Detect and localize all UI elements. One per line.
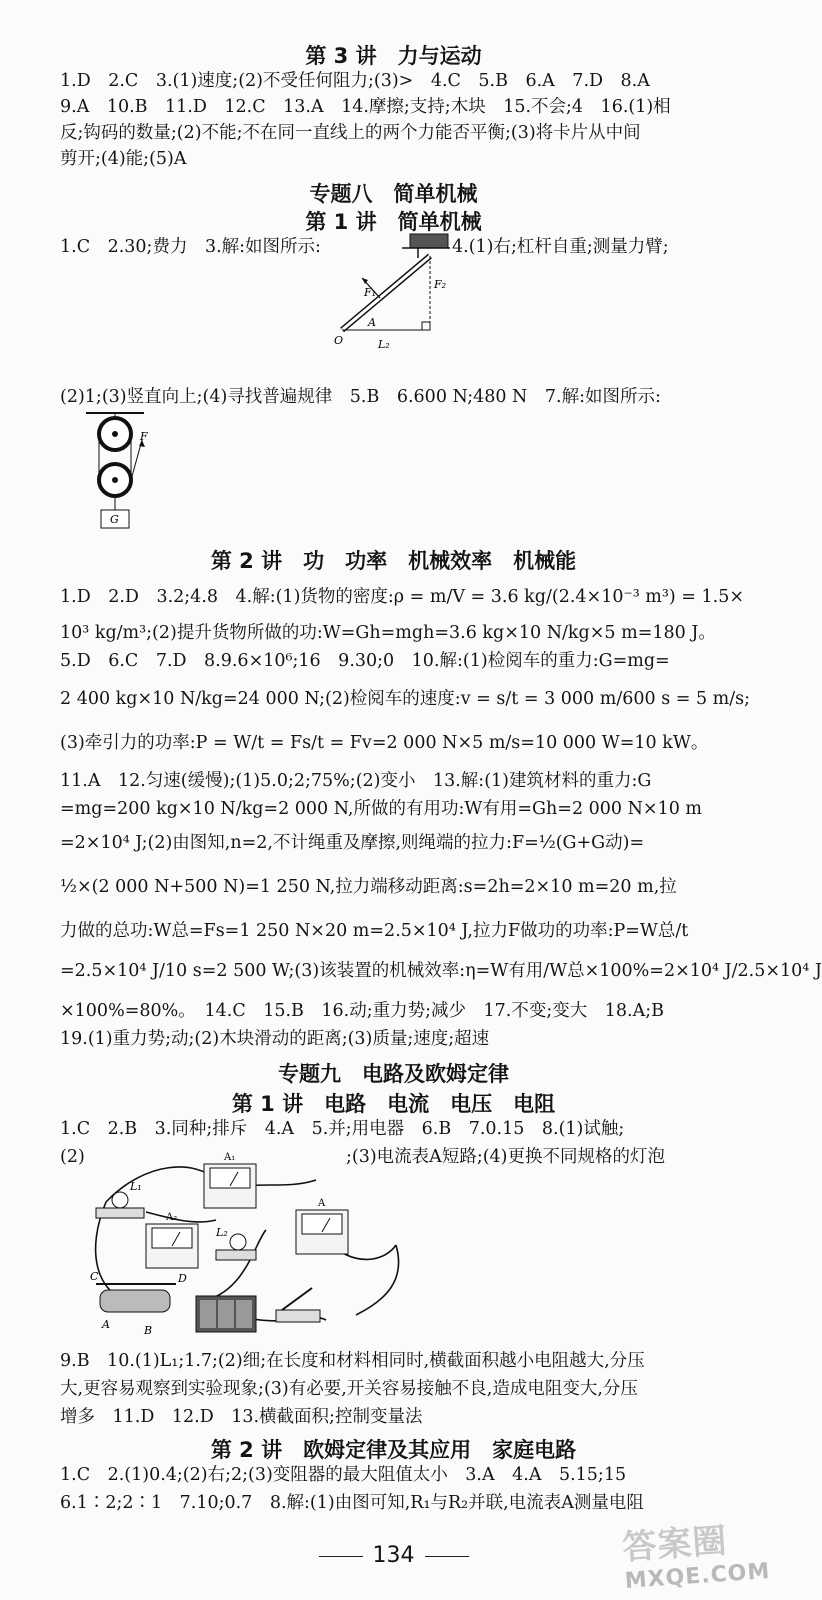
pulley-diagram [84,410,164,535]
answer-line: 5.D 6.C 7.D 8.9.6×10⁶;16 9.30;0 10.解:(1)检阅车的重力:G=mg= [60,651,670,671]
answer-line: 1.C 2.30;费力 3.解:如图所示: [60,237,321,257]
answer-line: 1.C 2.B 3.同种;排斥 4.A 5.并;用电器 6.B 7.0.15 8.(1)试触; [60,1119,625,1139]
answer-line: =mg=200 kg×10 N/kg=2 000 N,所做的有用功:W有用=Gh=2 000 N×10 m [60,799,703,819]
answer-line: 6.1∶2;2∶1 7.10;0.7 8.解:(1)由图可知,R₁与R₂并联,电流表A测量电阻 [60,1493,644,1513]
answer-line: 力做的总功:W总=Fs=1 250 N×20 m=2.5×10⁴ J,拉力F做功的功率:P=W总/t [60,921,689,941]
watermark-top: 答案圈 [621,1520,730,1569]
answer-line: 4.(1)右;杠杆自重;测量力臂; [452,237,669,257]
answer-line: 2 400 kg×10 N/kg=24 000 N;(2)检阅车的速度:v = s/t = 3 000 m/600 s = 5 m/s; [60,689,751,709]
f2-label: F₂ [434,278,447,291]
topic-title-circuits: 专题九 电路及欧姆定律 [278,1062,509,1086]
d-label: D [178,1272,187,1285]
answer-line: 1.D 2.C 3.(1)速度;(2)不受任何阻力;(3)> 4.C 5.B 6.A 7.D 8.A [60,71,650,91]
l2-label: L₂ [216,1226,228,1239]
l2-label: L₂ [378,338,390,351]
watermark-bottom: MXQE.COM [624,1558,772,1594]
answer-line: =2.5×10⁴ J/10 s=2 500 W;(3)该装置的机械效率:η=W有用/W总×100%=2×10⁴ J/2.5×10⁴ J [60,961,822,981]
answer-line: 19.(1)重力势;动;(2)木块滑动的距离;(3)质量;速度;超速 [60,1029,490,1049]
l1-label: L₁ [130,1180,142,1193]
answer-line: ×100%=80%。 14.C 15.B 16.动;重力势;减少 17.不变;变大 18.A;B [60,1001,664,1021]
answer-line: =2×10⁴ J;(2)由图知,n=2,不计绳重及摩擦,则绳端的拉力:F=½(G+G动)= [60,833,645,853]
lesson-title-simple-machines: 第 1 讲 简单机械 [305,210,482,234]
circuit-diagram [86,1150,416,1340]
watermark-logo [621,1510,771,1594]
a2-label: A₂ [166,1212,178,1223]
lever-diagram [332,230,452,355]
lesson-title-ohms-law: 第 2 讲 欧姆定律及其应用 家庭电路 [210,1438,577,1462]
page-number-dash [319,1556,363,1557]
answer-line: (3)牵引力的功率:P = W/t = Fs/t = Fv=2 000 N×5 m/s=10 000 W=10 kW。 [60,733,709,753]
answer-line: ½×(2 000 N+500 N)=1 250 N,拉力端移动距离:s=2h=2×10 m=20 m,拉 [60,877,677,897]
f-label: F [140,430,148,443]
answer-line: ;(3)电流表A短路;(4)更换不同规格的灯泡 [346,1147,666,1167]
a-label: A [318,1198,326,1209]
f1-label: F₁ [364,286,377,299]
answer-line: 9.B 10.(1)L₁;1.7;(2)细;在长度和材料相同时,横截面积越小电阻越大,分压 [60,1351,645,1371]
answer-line: (2)1;(3)竖直向上;(4)寻找普遍规律 5.B 6.600 N;480 N 7.解:如图所示: [60,387,661,407]
answer-line: 1.C 2.(1)0.4;(2)右;2;(3)变阻器的最大阻值太小 3.A 4.A 5.15;15 [60,1465,627,1485]
page-number-text: 134 [372,1543,415,1568]
pa-label: A [102,1318,110,1331]
answer-line: 11.A 12.匀速(缓慢);(1)5.0;2;75%;(2)变小 13.解:(1)建筑材料的重力:G [60,771,652,791]
answer-line: 1.D 2.D 3.2;4.8 4.解:(1)货物的密度:ρ = m/V = 3.6 kg/(2.4×10⁻³ m³) = 1.5× [60,587,745,607]
page-number-dash [425,1556,469,1557]
answer-line: (2) [60,1147,85,1167]
o-label: O [334,334,344,347]
a1-label: A₁ [224,1152,236,1163]
answer-line: 反;钩码的数量;(2)不能;不在同一直线上的两个力能否平衡;(3)将卡片从中间 [60,123,641,143]
answer-line: 增多 11.D 12.D 13.横截面积;控制变量法 [60,1407,423,1427]
b-label: B [144,1324,153,1337]
lesson-title-circuit-current: 第 1 讲 电路 电流 电压 电阻 [231,1092,556,1116]
g-label: G [110,513,119,526]
answer-line: 大,更容易观察到实验现象;(3)有必要,开关容易接触不良,造成电阻变大,分压 [60,1379,638,1399]
answer-line: 10³ kg/m³;(2)提升货物所做的功:W=Gh=mgh=3.6 kg×10 N/kg×5 m=180 J。 [60,623,716,643]
topic-title-simple-machines: 专题八 简单机械 [309,182,478,206]
section-title-force-motion: 第 3 讲 力与运动 [305,44,482,68]
c-label: C [90,1270,99,1283]
a-label: A [368,316,376,329]
answer-line: 剪开;(4)能;(5)A [60,149,187,169]
answer-line: 9.A 10.B 11.D 12.C 13.A 14.摩擦;支持;木块 15.不会;4 16.(1)相 [60,97,671,117]
lesson-title-work-power: 第 2 讲 功 功率 机械效率 机械能 [210,549,577,573]
